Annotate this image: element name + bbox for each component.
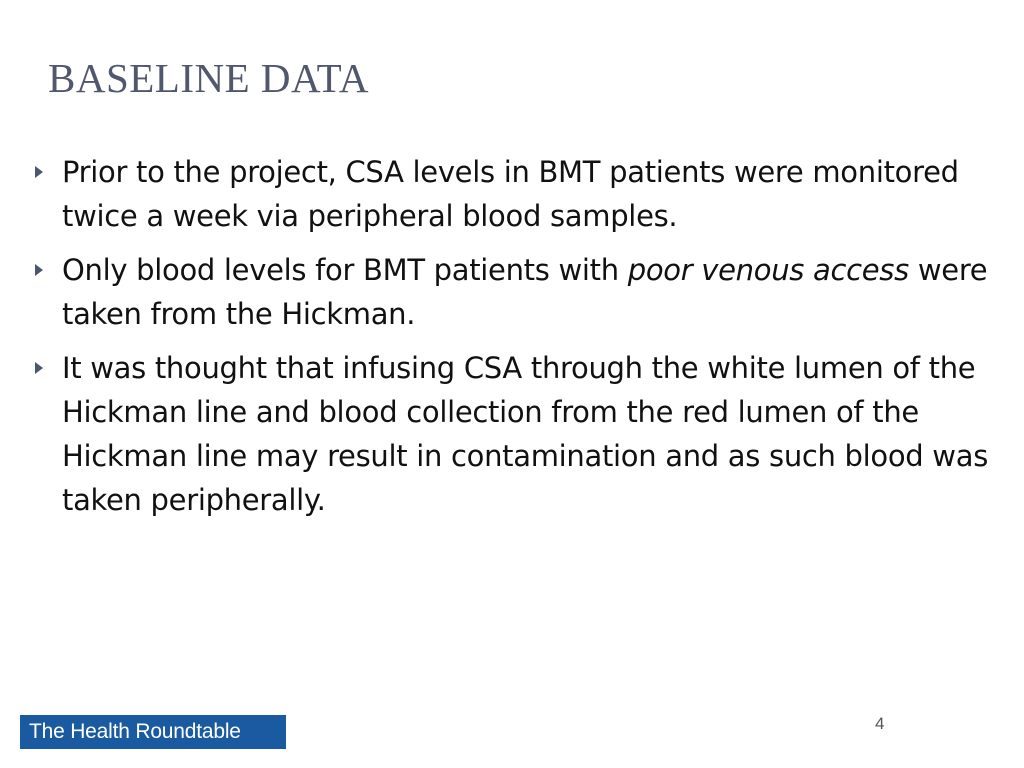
bullet-list (30, 150, 990, 532)
bullet-text-segment: It was thought that infusing CSA through the white lumen of the Hickman line and blood collection from the red lumen of the Hickman line may result in contamination and as such blood was taken peripherally. (62, 351, 989, 517)
bullet-item (30, 248, 990, 336)
page-number: 4 (875, 714, 885, 733)
bullet-item (30, 346, 990, 522)
bullet-item (30, 150, 990, 238)
bullet-text (62, 346, 990, 522)
bullet-text-segment: Only blood levels for BMT patients with (62, 253, 628, 287)
bullet-text-emphasis: poor venous access (627, 253, 909, 287)
bullet-text-segment: Prior to the project, CSA levels in BMT patients were monitored twice a week via peripheral blood samples. (62, 155, 959, 233)
slide-title: BASELINE DATA (48, 55, 369, 101)
logo-text: The Health Roundtable (29, 720, 241, 743)
bullet-text (62, 150, 990, 238)
bullet-text-segment: were taken from the Hickman. (62, 253, 988, 331)
triangle-right-icon (30, 248, 62, 292)
triangle-right-icon (30, 346, 62, 390)
triangle-right-icon (30, 150, 62, 194)
health-roundtable-logo (20, 715, 286, 749)
bullet-text (62, 248, 990, 336)
